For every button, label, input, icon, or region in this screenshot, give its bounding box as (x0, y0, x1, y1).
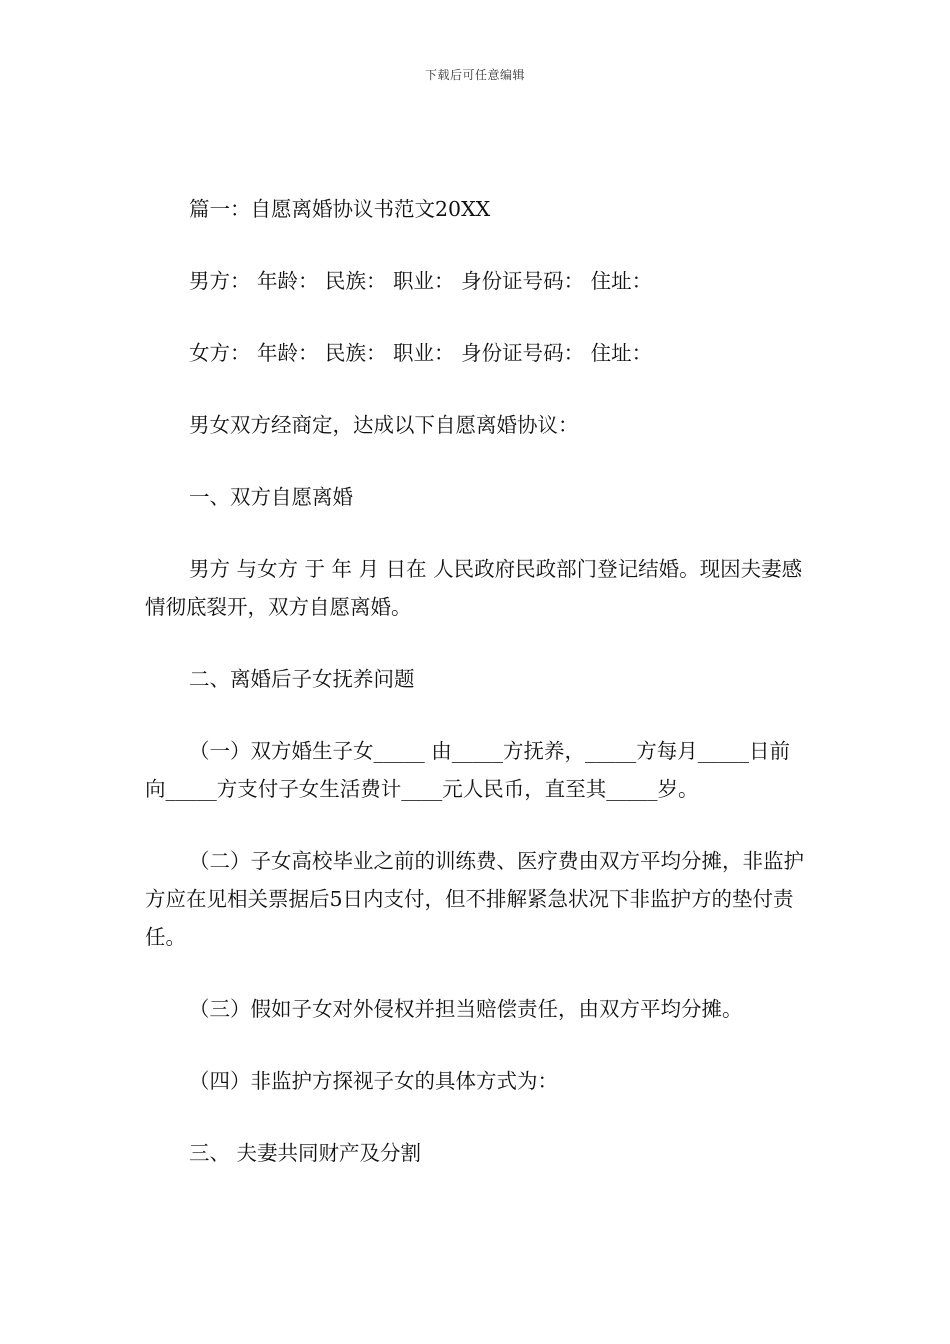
section-heading-3: 三、 夫妻共同财产及分割 (189, 1141, 422, 1165)
section-heading-2: 二、离婚后子女抚养问题 (189, 667, 415, 691)
document-body (145, 190, 810, 1206)
page-header-note: 下载后可任意编辑 (424, 68, 525, 82)
female-party-info: 女方： 年龄： 民族： 职业： 身份证号码： 住址： (189, 341, 653, 365)
clause-2-4: （四）非监护方探视子女的具体方式为： (189, 1069, 558, 1093)
clause-2-3: （三）假如子女对外侵权并担当赔偿责任，由双方平均分摊。 (189, 997, 743, 1021)
male-party-info: 男方： 年龄： 民族： 职业： 身份证号码： 住址： (189, 269, 653, 293)
section-1-body: 男方 与女方 于 年 月 日在 人民政府民政部门登记结婚。现因夫妻感情彻底裂开，双方自愿离婚。 (145, 557, 803, 619)
clause-2-2: （二）子女高校毕业之前的训练费、医疗费由双方平均分摊，非监护方应在见相关票据后5日内支付，但不排解紧急状况下非监护方的垫付责任。 (145, 849, 804, 949)
section-heading-1: 一、双方自愿离婚 (189, 485, 353, 509)
clause-2-1: （一）双方婚生子女_____ 由_____方抚养，_____方每月_____日前向_____方支付子女生活费计____元人民币，直至其_____岁。 (145, 739, 791, 801)
document-title: 篇一：自愿离婚协议书范文20XX (189, 197, 491, 221)
agreement-intro: 男女双方经商定，达成以下自愿离婚协议： (189, 413, 579, 437)
